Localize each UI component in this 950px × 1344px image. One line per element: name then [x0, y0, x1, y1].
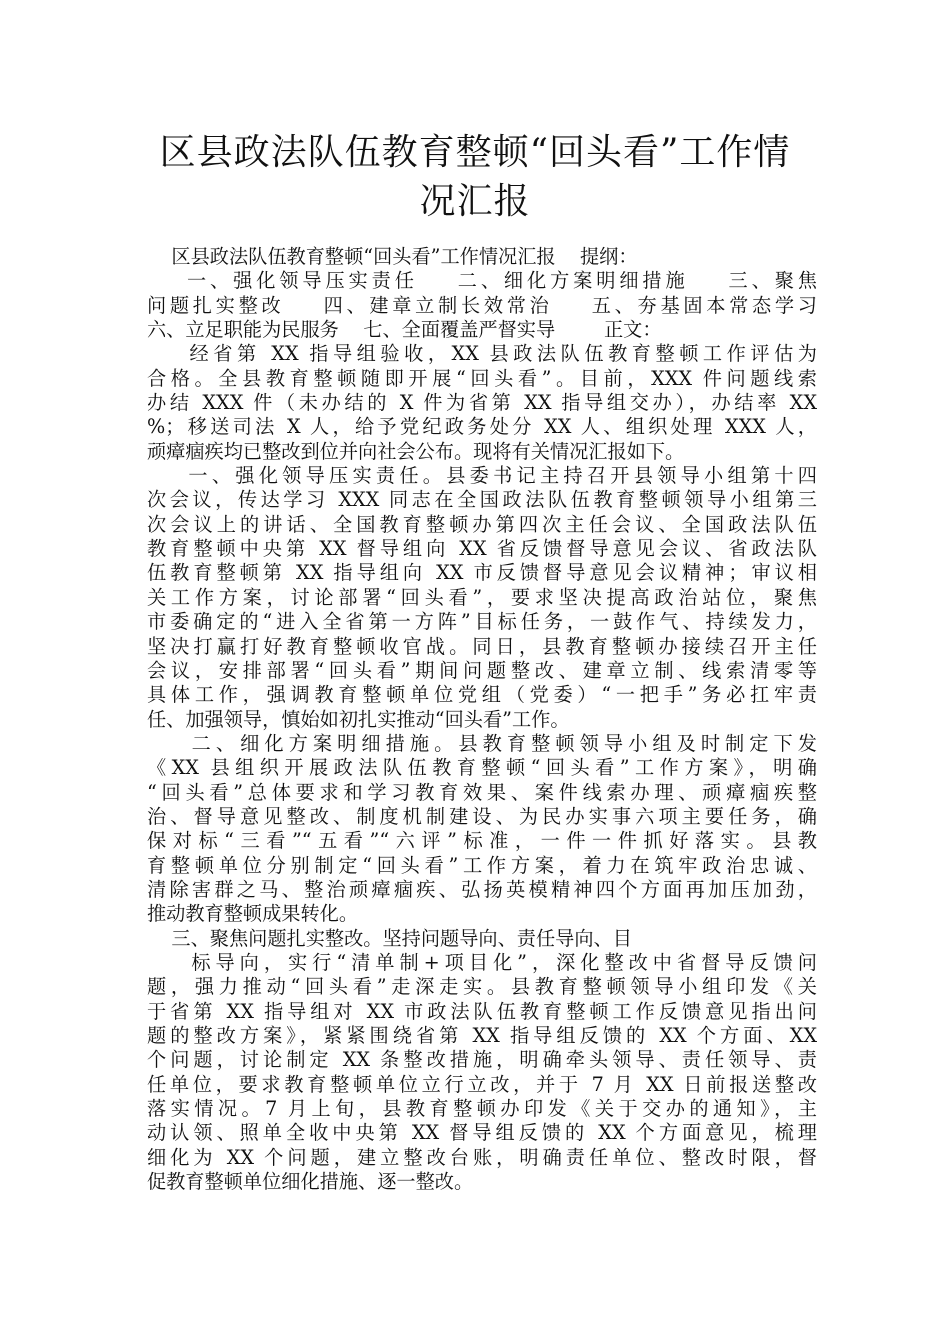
body-line: 于省第 XX 指导组对 XX 市政法队伍教育整顿工作反馈意见指出问	[147, 999, 817, 1023]
body-line: 具体工作，强调教育整顿单位党组（党委）“一把手”务必扛牢责	[147, 683, 817, 707]
body-line: 区县政法队伍教育整顿“回头看”工作情况汇报 提纲：	[147, 245, 638, 268]
body-line: 办结 XXX 件（未办结的 X 件为省第 XX 指导组交办），办结率 XX	[147, 391, 817, 415]
body-line: 标导向，实行“清单制+项目化”，深化整改中省督导反馈问	[147, 950, 817, 974]
body-line: 保对标“三看”“五看”“六评”标准，一件一件抓好落实。县教	[147, 829, 817, 853]
body-line: 任、加强领导，慎始如初扎实推动“回头看”工作。	[147, 707, 570, 731]
body-line: 二、细化方案明细措施。县教育整顿领导小组及时制定下发	[147, 731, 817, 755]
body-line: %；移送司法 X 人，给予党纪政务处分 XX 人、组织处理 XXX 人，	[147, 415, 817, 439]
body-line: 细化为 XX 个问题，建立整改台账，明确责任单位、整改时限，督	[147, 1145, 817, 1169]
body-line: 会议，安排部署“回头看”期间问题整改、建章立制、线索清零等	[147, 658, 817, 682]
document-body	[147, 245, 817, 1194]
body-line: 一、强化领导压实责任。县委书记主持召开县领导小组第十四	[147, 464, 817, 488]
body-line: 推动教育整顿成果转化。	[147, 902, 359, 926]
body-line: 次会议，传达学习 XXX 同志在全国政法队伍教育整顿领导小组第三	[147, 488, 817, 512]
body-line: 题的整改方案》，紧紧围绕省第 XX 指导组反馈的 XX 个方面、XX	[147, 1024, 817, 1047]
body-line: 次会议上的讲话、全国教育整顿办第四次主任会议、全国政法队伍	[147, 512, 817, 536]
body-line: 落实情况。7 月上旬，县教育整顿办印发《关于交办的通知》，主	[147, 1097, 817, 1121]
document-title-line-2: 况汇报	[419, 181, 531, 222]
body-line: 顽瘴痼疾均已整改到位并向社会公布。现将有关情况汇报如下。	[147, 439, 685, 463]
body-line: 六、立足职能为民服务 七、全面覆盖严督实导 正文：	[147, 318, 662, 342]
body-line: 个问题，讨论制定 XX 条整改措施，明确牵头领导、责任领导、责	[147, 1048, 817, 1072]
body-line: 关工作方案，讨论部署“回头看”，要求坚决提高政治站位，聚焦	[147, 585, 817, 609]
body-line: 《XX 县组织开展政法队伍教育整顿“回头看”工作方案》，明确	[147, 756, 817, 780]
body-line: 促教育整顿单位细化措施、逐一整改。	[147, 1170, 474, 1194]
body-line: 任单位，要求教育整顿单位立行立改，并于 7 月 XX 日前报送整改	[147, 1072, 817, 1096]
body-line: 一、强化领导压实责任 二、细化方案明细措施 三、聚焦	[147, 269, 817, 293]
body-line: 三、聚焦问题扎实整改。坚持问题导向、责任导向、目	[147, 926, 632, 950]
body-line: 伍教育整顿第 XX 指导组向 XX 市反馈督导意见会议精神；审议相	[147, 561, 817, 585]
body-line: 问题扎实整改 四、建章立制长效常治 五、夯基固本常态学习	[147, 293, 817, 317]
body-line: 经省第 XX 指导组验收，XX 县政法队伍教育整顿工作评估为	[147, 342, 817, 366]
body-line: 治、督导意见整改、制度机制建设、为民办实事六项主要任务，确	[147, 804, 817, 828]
body-line: 动认领、照单全收中央第 XX 督导组反馈的 XX 个方面意见，梳理	[147, 1121, 817, 1145]
body-line: 市委确定的“进入全省第一方阵”目标任务，一鼓作气、持续发力，	[147, 610, 817, 634]
body-line: 合格。全县教育整顿随即开展“回头看”。目前，XXX 件问题线索	[147, 366, 817, 390]
body-line: 育整顿单位分别制定“回头看”工作方案，着力在筑牢政治忠诚、	[147, 853, 817, 877]
body-line: 教育整顿中央第 XX 督导组向 XX 省反馈督导意见会议、省政法队	[147, 537, 817, 561]
body-line: 题，强力推动“回头看”走深走实。县教育整顿领导小组印发《关	[147, 975, 817, 999]
body-line: “回头看”总体要求和学习教育效果、案件线索办理、顽瘴痼疾整	[147, 780, 817, 804]
body-line: 坚决打赢打好教育整顿收官战。同日，县教育整顿办接续召开主任	[147, 634, 817, 658]
body-line: 清除害群之马、整治顽瘴痼疾、弘扬英模精神四个方面再加压加劲，	[147, 877, 817, 901]
document-title-line-1: 区县政法队伍教育整顿“回头看”工作情	[159, 132, 791, 173]
